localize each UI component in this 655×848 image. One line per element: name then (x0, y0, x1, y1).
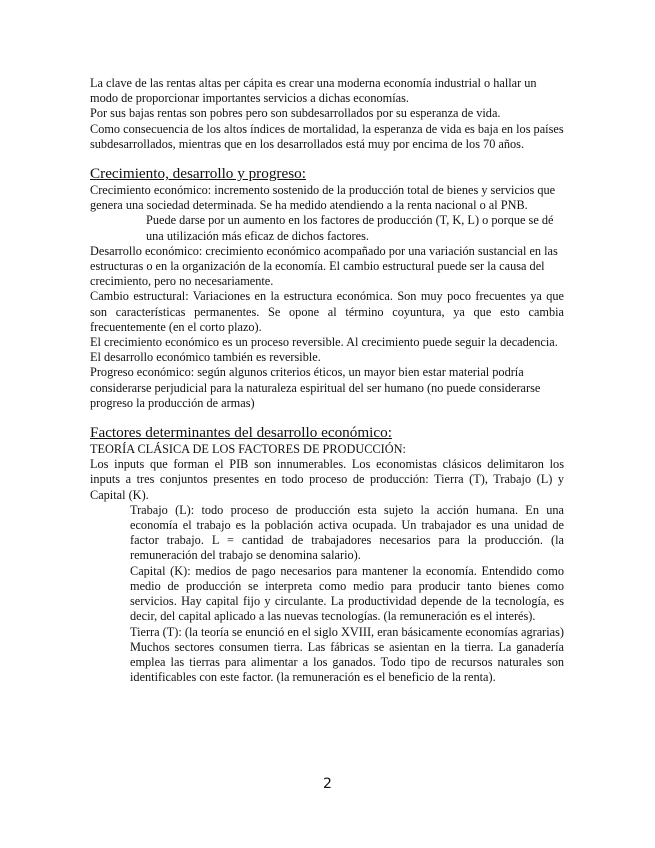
section-heading-crecimiento: Crecimiento, desarrollo y progreso: (90, 165, 306, 183)
intro-paragraph-3: Como consecuencia de los altos índices de mortalidad, la esperanza de vida es baja en los países subdesarrollados, mientras que en los desarrollados está muy por encima de los 70 años. (90, 121, 564, 151)
page-content (90, 76, 564, 685)
paragraph-reversible: El crecimiento económico es un proceso reversible. Al crecimiento puede seguir la decadencia. El desarrollo económico también es reversible. (90, 335, 558, 365)
paragraph-crecimiento-indent: Puede darse por un aumento en los factores de producción (T, K, L) o porque se dé una utilización más eficaz de dichos factores. (146, 213, 554, 243)
paragraph-trabajo: Trabajo (L): todo proceso de producción esta sujeto la acción humana. En una economía el trabajo es la población activa ocupada. Un trabajador es una unidad de factor trabajo. L = cantidad de trabajadores necesarios para la producción. (la remuneración del trabajo se denomina salario). (130, 502, 564, 563)
section-gap (90, 152, 564, 165)
paragraph-tierra: Tierra (T): (la teoría se enunció en el siglo XVIII, eran básicamente economías agrarias) Muchos sectores consumen tierra. Las fábricas se asientan en la tierra. La ganadería emplea las tierras para alimentar a los ganados. Todo tipo de recursos naturales son identificables con este factor. (la remuneración es el beneficio de la renta). (130, 624, 564, 685)
paragraph-desarrollo-economico: Desarrollo económico: crecimiento económico acompañado por una variación sustancial en las estructuras o en la organización de la economía. El cambio estructural puede ser la causa del crecimiento, pero no necesariamente. (90, 243, 558, 289)
section-gap (90, 411, 564, 424)
section-heading-factores: Factores determinantes del desarrollo económico: (90, 424, 392, 442)
subheading-teoria-clasica: TEORÍA CLÁSICA DE LOS FACTORES DE PRODUCCIÓN: (90, 442, 406, 457)
paragraph-progreso-economico: Progreso económico: según algunos criterios éticos, un mayor bien estar material podría considerarse perjudicial para la naturaleza espiritual del ser humano (no puede considerarse progreso la producción de armas) (90, 365, 541, 410)
page-number: 2 (323, 776, 332, 792)
intro-paragraph-2: Por sus bajas rentas son pobres pero son subdesarrollados por su esperanza de vida. (90, 106, 501, 121)
paragraph-cambio-estructural: Cambio estructural: Variaciones en la estructura económica. Son muy poco frecuentes ya que son características permanentes. Se opone al término coyuntura, ya que esto cambia frecuentemente (en el corto plazo). (90, 289, 564, 334)
paragraph-crecimiento-economico: Crecimiento económico: incremento sostenido de la producción total de bienes y servicios que genera una sociedad determinada. Se ha medido atendiendo a la renta nacional o al PNB. (90, 183, 556, 213)
paragraph-inputs: Los inputs que forman el PIB son innumerables. Los economistas clásicos delimitaron los inputs a tres conjuntos presentes en todo proceso de producción: Tierra (T), Trabajo (L) y Capital (K). (90, 457, 564, 502)
intro-paragraph-1: La clave de las rentas altas per cápita es crear una moderna economía industrial o hallar un modo de proporcionar importantes servicios a dichas economías. (90, 76, 537, 106)
paragraph-capital: Capital (K): medios de pago necesarios para mantener la economía. Entendido como medio de producción se interpreta como medio para producir tanto bienes como servicios. Hay capital fijo y circulante. La productividad depende de la tecnología, es decir, del capital aplicado a las nuevas tecnologías. (la remuneración es el interés). (130, 563, 564, 624)
